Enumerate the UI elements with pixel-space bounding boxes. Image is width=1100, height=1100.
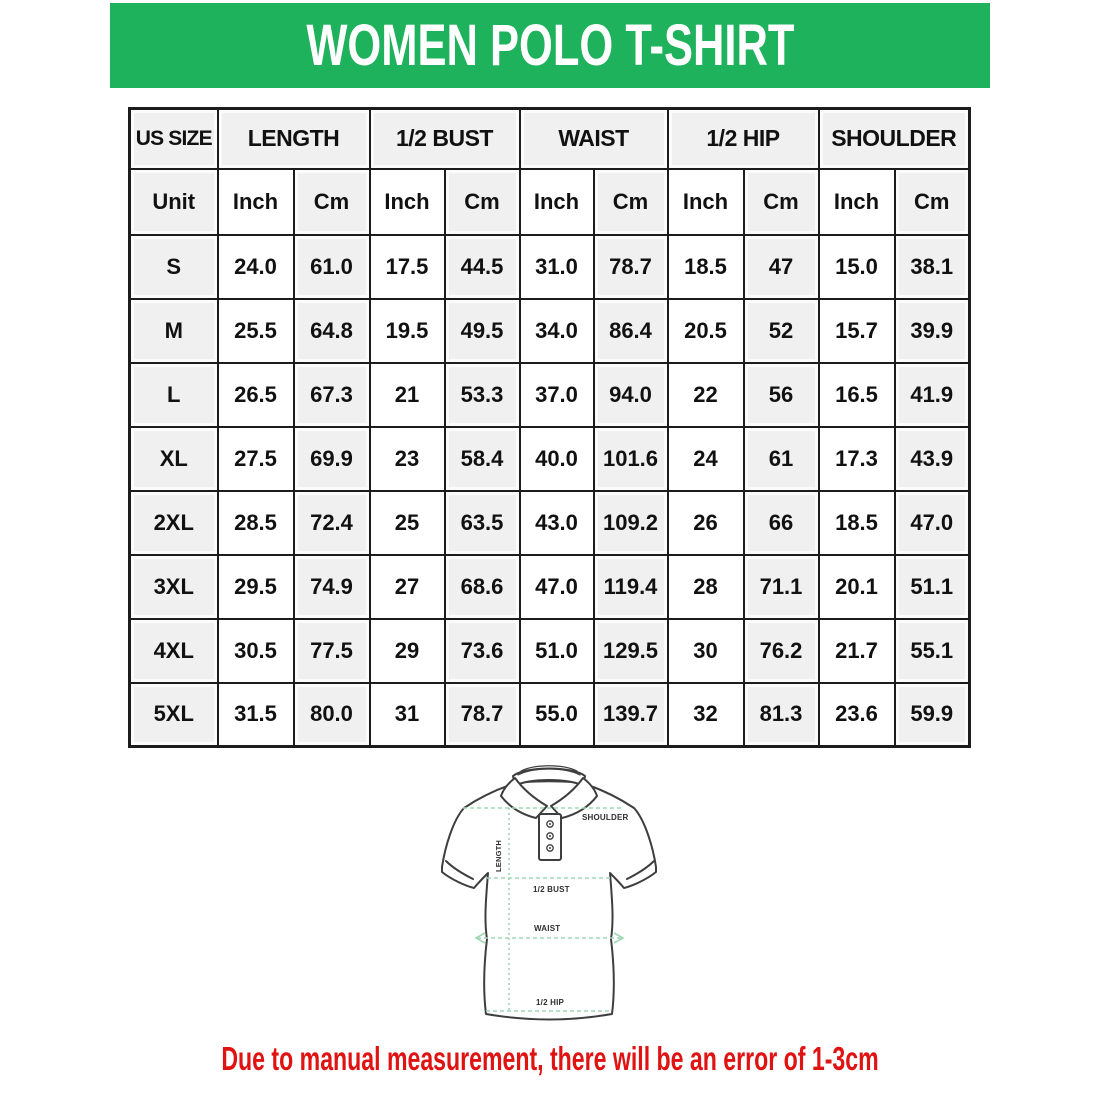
length-label: LENGTH [494,839,503,873]
column-group-1-2-hip: 1/2 HIP [668,109,819,169]
measurement-cell: 47.0 [520,555,594,619]
measurement-cell: 129.5 [594,619,668,683]
unit-cell: Cm [744,169,819,235]
size-label-cell: 3XL [130,555,218,619]
measurement-cell: 72.4 [294,491,370,555]
measurement-cell: 52 [744,299,819,363]
unit-cell: Cm [895,169,970,235]
unit-cell: Inch [520,169,594,235]
measurement-cell: 68.6 [445,555,520,619]
measurement-cell: 66 [744,491,819,555]
unit-cell: Cm [445,169,520,235]
measurement-cell: 43.9 [895,427,970,491]
measurement-cell: 51.1 [895,555,970,619]
page-title: WOMEN POLO T-SHIRT [305,13,795,78]
unit-cell: Inch [218,169,294,235]
measurement-cell: 25 [370,491,445,555]
hip-label: 1/2 HIP [536,998,565,1007]
size-label-cell: M [130,299,218,363]
measurement-cell: 78.7 [594,235,668,299]
size-row-xl [130,427,970,491]
unit-cell: Inch [819,169,895,235]
size-label-cell: 4XL [130,619,218,683]
unit-row [130,169,970,235]
measurement-cell: 86.4 [594,299,668,363]
unit-cell: Cm [594,169,668,235]
column-group-waist: WAIST [520,109,668,169]
measurement-cell: 22 [668,363,744,427]
measurement-cell: 55.0 [520,683,594,747]
title-banner [110,3,990,88]
measurement-cell: 40.0 [520,427,594,491]
measurement-cell: 101.6 [594,427,668,491]
size-label-cell: 5XL [130,683,218,747]
measurement-cell: 61.0 [294,235,370,299]
measurement-cell: 31.0 [520,235,594,299]
size-row-l [130,363,970,427]
measurement-cell: 76.2 [744,619,819,683]
measurement-cell: 59.9 [895,683,970,747]
measurement-cell: 31.5 [218,683,294,747]
measurement-cell: 30.5 [218,619,294,683]
polo-shirt-diagram [425,758,675,1040]
unit-cell: Inch [668,169,744,235]
measurement-cell: 29.5 [218,555,294,619]
measurement-cell: 38.1 [895,235,970,299]
waist-label: WAIST [534,924,561,933]
size-label-cell: L [130,363,218,427]
unit-cell: Inch [370,169,445,235]
measurement-cell: 69.9 [294,427,370,491]
measurement-cell: 26 [668,491,744,555]
unit-cell: Cm [294,169,370,235]
measurement-cell: 30 [668,619,744,683]
measurement-cell: 47.0 [895,491,970,555]
size-label-cell: S [130,235,218,299]
size-label-cell: XL [130,427,218,491]
measurement-cell: 39.9 [895,299,970,363]
measurement-cell: 71.1 [744,555,819,619]
measurement-cell: 43.0 [520,491,594,555]
size-table-head [130,109,970,235]
size-chart-table [128,107,971,748]
measurement-cell: 31 [370,683,445,747]
measurement-cell: 41.9 [895,363,970,427]
measurement-cell: 64.8 [294,299,370,363]
measurement-cell: 94.0 [594,363,668,427]
measurement-cell: 74.9 [294,555,370,619]
measurement-note: Due to manual measurement, there will be an error of 1-3cm [221,1040,879,1077]
size-row-3xl [130,555,970,619]
measurement-cell: 29 [370,619,445,683]
measurement-cell: 73.6 [445,619,520,683]
measurement-cell: 28.5 [218,491,294,555]
measurement-cell: 18.5 [668,235,744,299]
measurement-cell: 24.0 [218,235,294,299]
column-group-length: LENGTH [218,109,370,169]
column-group-1-2-bust: 1/2 BUST [370,109,520,169]
measurement-cell: 80.0 [294,683,370,747]
measurement-cell: 23 [370,427,445,491]
size-table-body [130,235,970,747]
bust-label: 1/2 BUST [533,885,570,894]
measurement-cell: 51.0 [520,619,594,683]
measurement-cell: 28 [668,555,744,619]
size-row-s [130,235,970,299]
measurement-cell: 56 [744,363,819,427]
measurement-cell: 15.7 [819,299,895,363]
measurement-cell: 63.5 [445,491,520,555]
measurement-cell: 17.5 [370,235,445,299]
measurement-cell: 20.1 [819,555,895,619]
measurement-cell: 55.1 [895,619,970,683]
measurement-cell: 49.5 [445,299,520,363]
measurement-cell: 26.5 [218,363,294,427]
measurement-cell: 61 [744,427,819,491]
measurement-cell: 15.0 [819,235,895,299]
measurement-cell: 25.5 [218,299,294,363]
measurement-cell: 37.0 [520,363,594,427]
measurement-cell: 16.5 [819,363,895,427]
measurement-cell: 19.5 [370,299,445,363]
measurement-cell: 67.3 [294,363,370,427]
unit-header-cell: Unit [130,169,218,235]
column-group-shoulder: SHOULDER [819,109,970,169]
size-row-5xl [130,683,970,747]
measurement-cell: 58.4 [445,427,520,491]
measurement-cell: 24 [668,427,744,491]
measurement-cell: 77.5 [294,619,370,683]
measurement-cell: 34.0 [520,299,594,363]
measurement-cell: 81.3 [744,683,819,747]
measurement-cell: 32 [668,683,744,747]
polo-shirt-illustration [425,758,675,1040]
size-label-cell: 2XL [130,491,218,555]
size-row-2xl [130,491,970,555]
measurement-cell: 17.3 [819,427,895,491]
size-row-m [130,299,970,363]
measurement-cell: 44.5 [445,235,520,299]
column-group-us-size: US SIZE [130,109,218,169]
measurement-cell: 139.7 [594,683,668,747]
measurement-cell: 119.4 [594,555,668,619]
measurement-cell: 53.3 [445,363,520,427]
column-group-row [130,109,970,169]
shoulder-label: SHOULDER [582,813,629,822]
measurement-cell: 47 [744,235,819,299]
measurement-cell: 23.6 [819,683,895,747]
measurement-cell: 109.2 [594,491,668,555]
measurement-cell: 21.7 [819,619,895,683]
measurement-cell: 78.7 [445,683,520,747]
measurement-cell: 20.5 [668,299,744,363]
size-row-4xl [130,619,970,683]
measurement-cell: 27 [370,555,445,619]
measurement-cell: 18.5 [819,491,895,555]
measurement-cell: 21 [370,363,445,427]
measurement-cell: 27.5 [218,427,294,491]
